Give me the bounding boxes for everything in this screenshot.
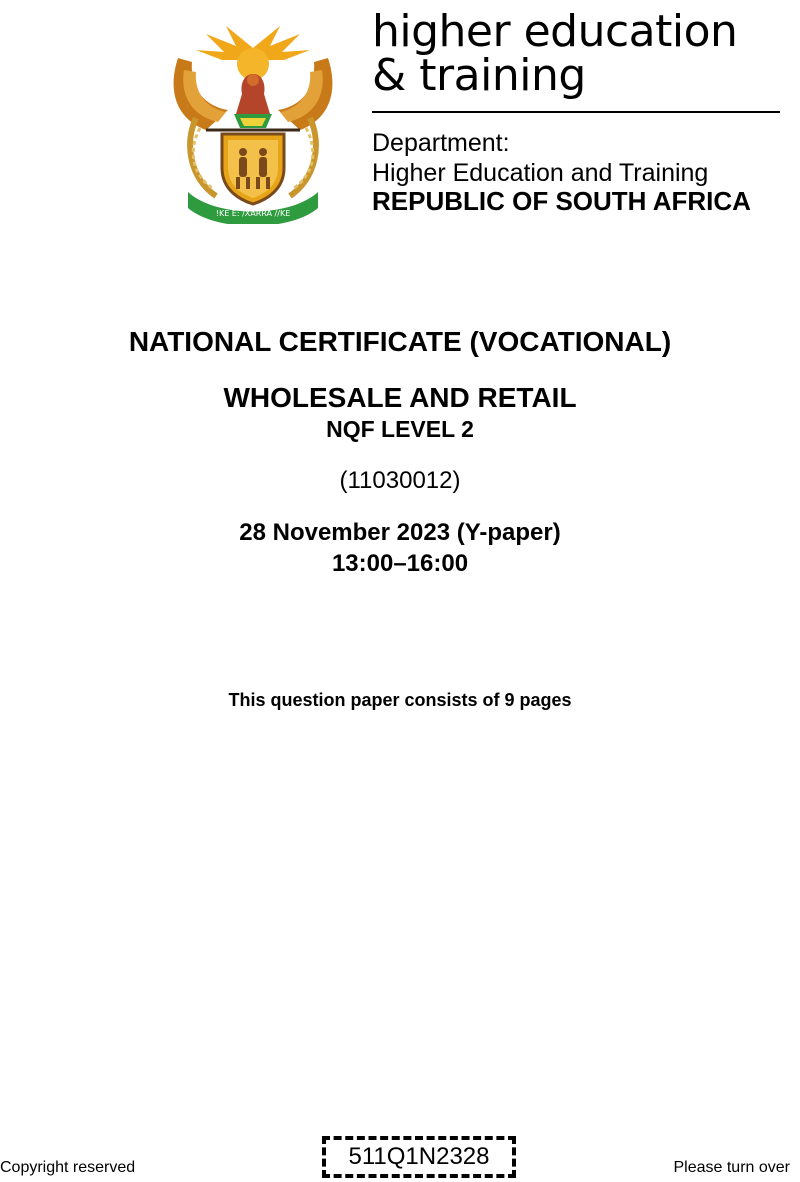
- brand-divider: [372, 111, 780, 113]
- brand-line-1: higher education: [372, 6, 738, 57]
- certificate-title: NATIONAL CERTIFICATE (VOCATIONAL): [128, 326, 672, 357]
- nqf-level: NQF LEVEL 2: [326, 416, 474, 442]
- subject-code: (11030012): [339, 467, 461, 494]
- crest-motto: !KE E: /XARRA //KE: [215, 209, 291, 218]
- page-count-note: This question paper consists of 9 pages: [228, 690, 572, 710]
- copyright-notice: Copyright reserved: [0, 1159, 136, 1176]
- subject-title: WHOLESALE AND RETAIL: [223, 382, 577, 413]
- exam-time: 13:00–16:00: [331, 550, 469, 577]
- coat-of-arms-logo: [166, 18, 340, 224]
- paper-code-box: 511Q1N2328: [322, 1136, 516, 1178]
- dept-name: Higher Education and Training: [372, 159, 709, 187]
- country-name: REPUBLIC OF SOUTH AFRICA: [372, 186, 751, 216]
- dept-label: Department:: [372, 129, 510, 157]
- sun-icon: [196, 26, 310, 80]
- exam-date: 28 November 2023 (Y-paper): [239, 519, 561, 546]
- department-brand: [372, 6, 792, 216]
- turn-over-notice: Please turn over: [673, 1159, 790, 1176]
- brand-line-2: & training: [372, 50, 586, 101]
